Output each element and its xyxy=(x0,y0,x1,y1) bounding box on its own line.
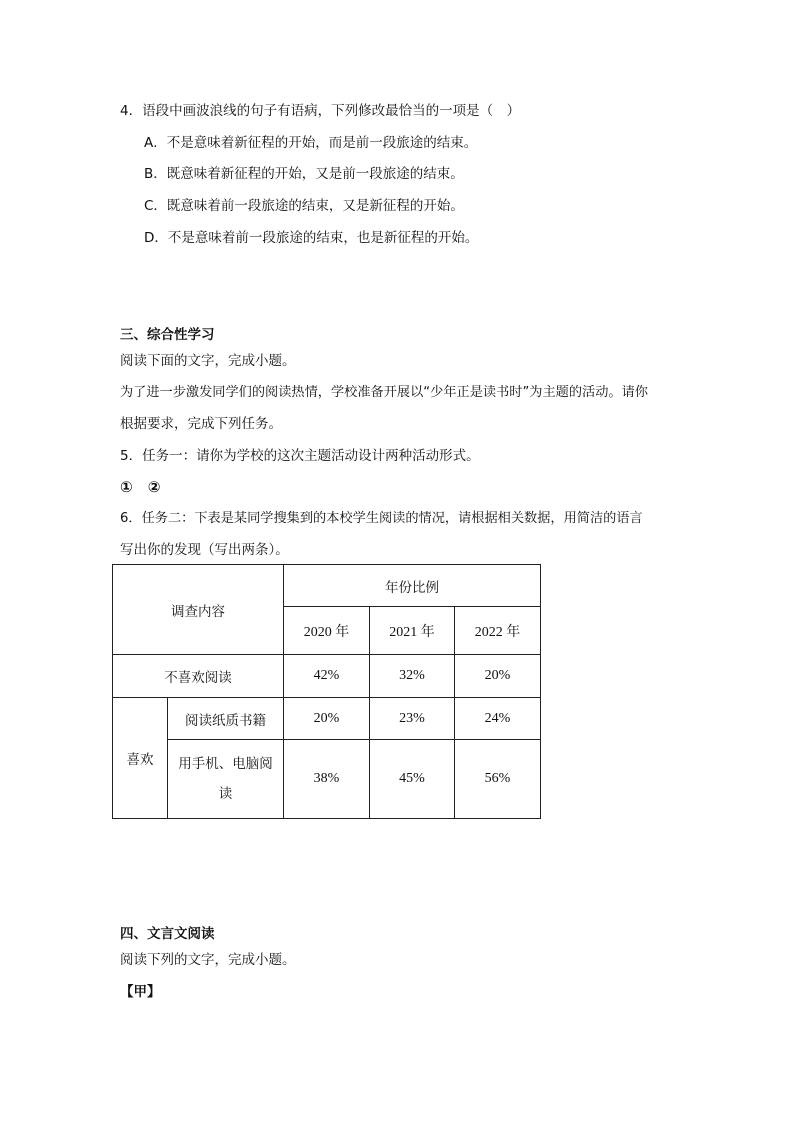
header-survey-content: 调查内容 xyxy=(113,565,284,655)
row-group-like: 喜欢 xyxy=(113,698,168,819)
section4-intro: 阅读下列的文字，完成小题。 xyxy=(120,952,296,968)
cell-dislike-2022: 20% xyxy=(455,655,541,698)
year-2021: 2021 年 xyxy=(370,607,455,655)
q4-option-c: C．既意味着前一段旅途的结束，又是新征程的开始。 xyxy=(144,198,464,214)
label-jia: 【甲】 xyxy=(120,984,161,1000)
row-label-device-line1: 用手机、电脑阅 xyxy=(178,756,273,772)
table-row xyxy=(113,698,541,740)
answer-blanks: ① ② xyxy=(120,478,161,496)
row-label-device-line2: 读 xyxy=(218,786,233,802)
row-label-device-reading xyxy=(168,740,284,819)
cell-dislike-2020: 42% xyxy=(284,655,370,698)
table-row xyxy=(113,655,541,698)
row-label-dislike: 不喜欢阅读 xyxy=(113,655,284,698)
table-header-row xyxy=(113,565,541,607)
section4-heading: 四、文言文阅读 xyxy=(120,926,215,942)
section3-intro: 阅读下面的文字，完成小题。 xyxy=(120,353,296,369)
section3-paragraph-line1: 为了进一步激发同学们的阅读热情，学校准备开展以“少年正是读书时”为主题的活动。请你 xyxy=(120,385,648,400)
cell-device-2022: 56% xyxy=(455,740,541,819)
row-label-paper-books: 阅读纸质书籍 xyxy=(168,698,284,740)
cell-device-2020: 38% xyxy=(284,740,370,819)
table-row xyxy=(113,740,541,819)
question-6-line2: 写出你的发现（写出两条）。 xyxy=(120,542,289,558)
cell-paper-2020: 20% xyxy=(284,698,370,740)
cell-device-2021: 45% xyxy=(370,740,455,819)
q4-stem: 4．语段中画波浪线的句子有语病，下列修改最恰当的一项是（ ） xyxy=(120,103,521,119)
question-6-line1: 6．任务二：下表是某同学搜集到的本校学生阅读的情况，请根据相关数据，用简洁的语言 xyxy=(120,511,643,526)
q4-option-b: B．既意味着新征程的开始，又是前一段旅途的结束。 xyxy=(144,166,464,182)
section3-paragraph-line2: 根据要求，完成下列任务。 xyxy=(120,416,282,432)
reading-survey-table xyxy=(112,564,541,819)
header-year-ratio: 年份比例 xyxy=(284,565,541,607)
year-2022: 2022 年 xyxy=(455,607,541,655)
q4-option-d: D．不是意味着前一段旅途的结束，也是新征程的开始。 xyxy=(144,230,479,246)
cell-dislike-2021: 32% xyxy=(370,655,455,698)
q4-option-a: A．不是意味着新征程的开始，而是前一段旅途的结束。 xyxy=(144,135,478,151)
question-5: 5．任务一：请你为学校的这次主题活动设计两种活动形式。 xyxy=(120,448,480,464)
year-2020: 2020 年 xyxy=(284,607,370,655)
cell-paper-2021: 23% xyxy=(370,698,455,740)
section3-heading: 三、综合性学习 xyxy=(120,327,215,343)
cell-paper-2022: 24% xyxy=(455,698,541,740)
